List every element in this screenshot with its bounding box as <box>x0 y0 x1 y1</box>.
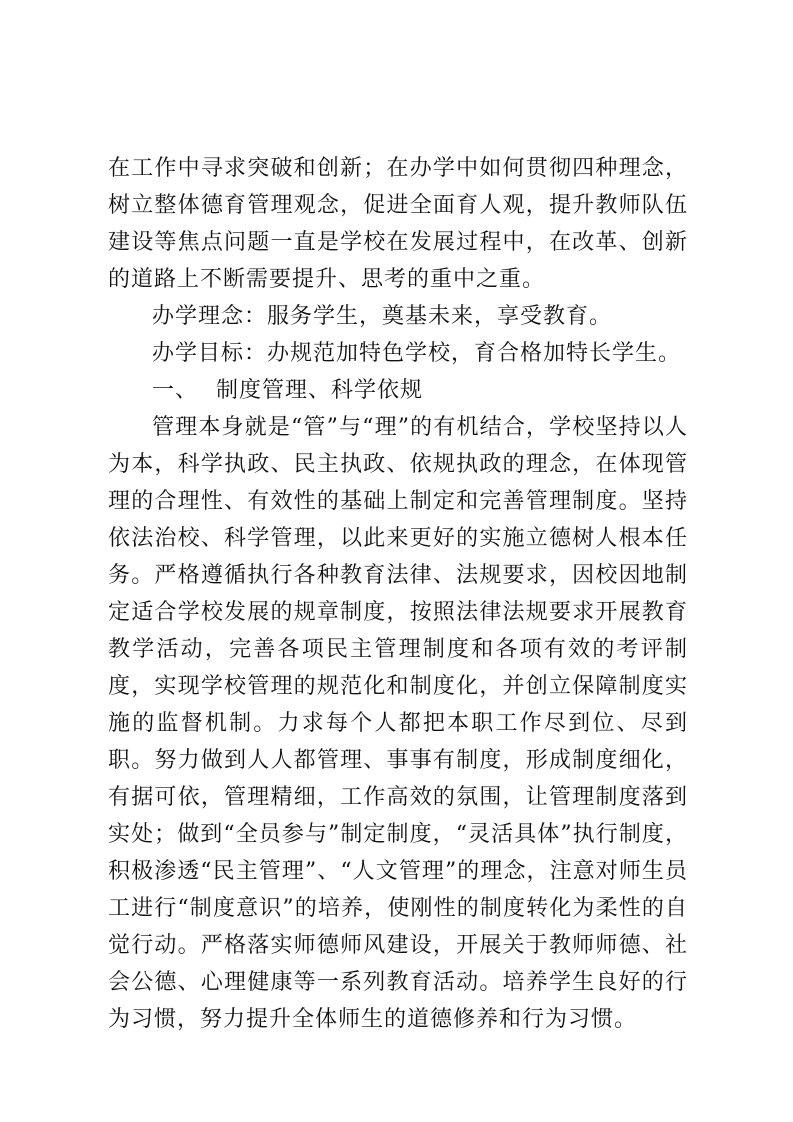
intro-paragraph: 在工作中寻求突破和创新；在办学中如何贯彻四种理念，树立整体德育管理观念，促进全面育人观，提升教师队伍建设等焦点问题一直是学校在发展过程中，在改革、创新的道路上不断需要提升、思考的重中之重。 <box>108 156 688 292</box>
document-body <box>108 150 688 1038</box>
management-paragraph: 管理本身就是“管”与“理”的有机结合，学校坚持以人为本，科学执政、民主执政、依规执政的理念，在体现管理的合理性、有效性的基础上制定和完善管理制度。坚持依法治校、科学管理，以此来更好的实施立德树人根本任务。严格遵循执行各种教育法律、法规要求，因校因地制定适合学校发展的规章制度，按照法律法规要求开展教育教学活动，完善各项民主管理制度和各项有效的考评制度，实现学校管理的规范化和制度化，并创立保障制度实施的监督机制。力求每个人都把本职工作尽到位、尽到职。努力做到人人都管理、事事有制度，形成制度细化，有据可依，管理精细，工作高效的氛围，让管理制度落到实处；做到“全员参与”制定制度，“灵活具体”执行制度，积极渗透“民主管理”、“人文管理”的理念，注意对师生员工进行“制度意识”的培养，使刚性的制度转化为柔性的自觉行动。严格落实师德师风建设，开展关于教师师德、社会公德、心理健康等一系列教育活动。培养学生良好的行为习惯，努力提升全体师生的道德修养和行为习惯。 <box>108 415 688 1032</box>
section-number: 一、 <box>152 378 199 403</box>
school-goal-paragraph: 办学目标：办规范加特色学校，育合格加特长学生。 <box>152 341 682 366</box>
section-heading <box>108 372 688 409</box>
school-philosophy-paragraph: 办学理念：服务学生，奠基未来，享受教育。 <box>152 304 613 329</box>
section-title: 制度管理、科学依规 <box>216 378 424 403</box>
